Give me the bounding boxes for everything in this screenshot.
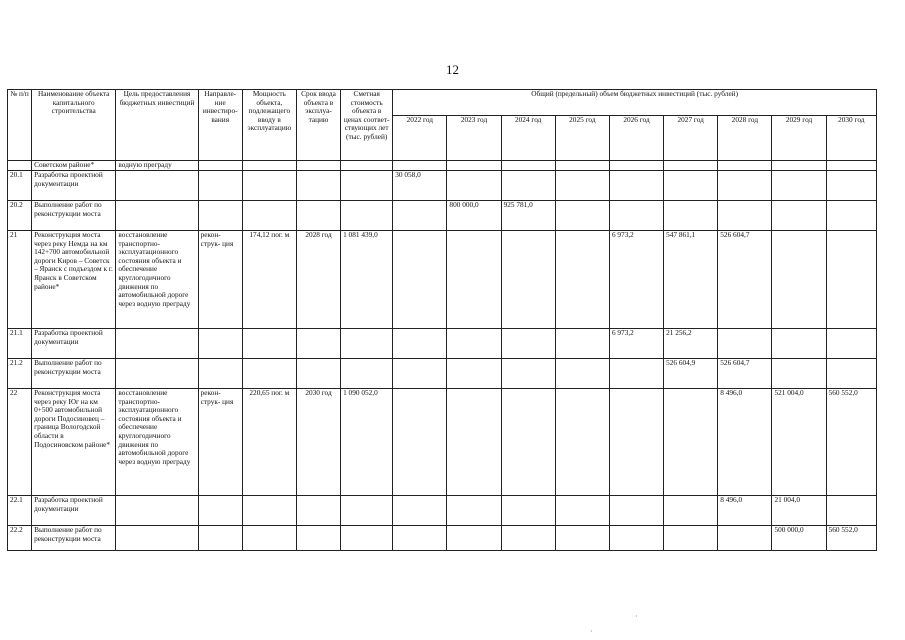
year-value-cell	[447, 496, 501, 526]
year-value-cell	[609, 526, 663, 551]
year-header: 2029 год	[772, 116, 826, 161]
row-name: Выполнение работ по реконструкции моста	[32, 201, 116, 231]
row-name: Выполнение работ по реконструкции моста	[32, 359, 116, 389]
year-value-cell	[393, 359, 447, 389]
row-num: 20.1	[8, 171, 32, 201]
row-capacity: 174,12 пог. м	[242, 231, 296, 329]
year-value-cell	[718, 329, 772, 359]
year-value-cell	[718, 171, 772, 201]
year-value-cell	[555, 329, 609, 359]
row-num: 22.1	[8, 496, 32, 526]
year-value-cell	[555, 359, 609, 389]
row-goal	[116, 201, 198, 231]
row-term	[296, 496, 340, 526]
year-value-cell	[447, 231, 501, 329]
year-value-cell: 526 604,7	[718, 231, 772, 329]
row-goal	[116, 171, 198, 201]
row-goal	[116, 329, 198, 359]
year-value-cell	[447, 161, 501, 171]
row-direction: рекон- струк- ция	[198, 389, 242, 496]
table-row	[8, 231, 877, 329]
row-capacity	[242, 359, 296, 389]
year-value-cell	[609, 359, 663, 389]
row-cost	[341, 526, 393, 551]
year-value-cell	[555, 526, 609, 551]
year-value-cell	[555, 171, 609, 201]
header-direction: Направле- ние инвестиро- вания	[198, 90, 242, 161]
year-value-cell	[772, 171, 826, 201]
row-goal	[116, 526, 198, 551]
year-value-cell	[772, 359, 826, 389]
year-value-cell: 526 604,7	[718, 359, 772, 389]
row-goal: водную преграду	[116, 161, 198, 171]
row-term: 2030 год	[296, 389, 340, 496]
year-value-cell: 925 781,0	[501, 201, 555, 231]
header-total: Общий (предельный) объем бюджетных инвестиций (тыс. рублей)	[393, 90, 877, 116]
header-cost: Сметная стоимость объекта в ценах соответ- ствующих лет (тыс. рублей)	[341, 90, 393, 161]
table-row	[8, 496, 877, 526]
year-value-cell	[772, 231, 826, 329]
row-cost: 1 081 439,0	[341, 231, 393, 329]
row-direction	[198, 496, 242, 526]
year-value-cell	[664, 161, 718, 171]
header-capacity: Мощность объекта, подлежащего вводу в эксплуатацию	[242, 90, 296, 161]
year-value-cell	[501, 329, 555, 359]
year-value-cell	[501, 171, 555, 201]
row-name: Реконструкция моста через реку Юг на км 0+500 автомобильной дороги Подосиновец – граница Вологодской области в Подосиновском районе*	[32, 389, 116, 496]
scan-mark: ·	[590, 627, 593, 636]
year-value-cell	[826, 496, 876, 526]
year-value-cell	[718, 161, 772, 171]
year-value-cell	[555, 201, 609, 231]
year-value-cell	[555, 389, 609, 496]
year-value-cell	[664, 496, 718, 526]
year-header: 2028 год	[718, 116, 772, 161]
year-value-cell	[501, 496, 555, 526]
scan-mark: ·	[635, 612, 638, 621]
year-value-cell: 21 004,0	[772, 496, 826, 526]
year-value-cell	[772, 161, 826, 171]
row-goal: восстановление транспортно-эксплуатационного состояния объекта и обеспечение круглогодичного движения по автомобильной дороге через водную преграду	[116, 389, 198, 496]
row-num: 21	[8, 231, 32, 329]
investment-table	[7, 89, 877, 551]
row-name: Советском районе*	[32, 161, 116, 171]
row-capacity	[242, 171, 296, 201]
year-value-cell	[826, 231, 876, 329]
year-value-cell	[447, 526, 501, 551]
row-capacity	[242, 329, 296, 359]
row-cost	[341, 496, 393, 526]
row-num: 21.2	[8, 359, 32, 389]
year-value-cell: 8 496,0	[718, 389, 772, 496]
row-goal: восстановление транспортно-эксплуатационного состояния объекта и обеспечение круглогодичного движения по автомобильной дороге через водную преграду	[116, 231, 198, 329]
year-value-cell: 560 552,0	[826, 389, 876, 496]
year-value-cell	[772, 329, 826, 359]
table-row	[8, 359, 877, 389]
row-capacity	[242, 496, 296, 526]
row-cost: 1 090 052,0	[341, 389, 393, 496]
row-direction: рекон- струк- ция	[198, 231, 242, 329]
header-term: Срок ввода объекта в эксплуа- тацию	[296, 90, 340, 161]
year-header: 2030 год	[826, 116, 876, 161]
year-value-cell	[393, 496, 447, 526]
year-value-cell	[447, 359, 501, 389]
year-header: 2027 год	[664, 116, 718, 161]
row-direction	[198, 201, 242, 231]
row-num: 22	[8, 389, 32, 496]
year-value-cell: 6 973,2	[609, 231, 663, 329]
row-name: Выполнение работ по реконструкции моста	[32, 526, 116, 551]
year-value-cell	[772, 201, 826, 231]
year-value-cell	[609, 171, 663, 201]
year-value-cell	[609, 389, 663, 496]
year-value-cell	[393, 231, 447, 329]
row-capacity	[242, 201, 296, 231]
year-value-cell	[664, 389, 718, 496]
table-row	[8, 161, 877, 171]
row-term	[296, 526, 340, 551]
row-num: 21.1	[8, 329, 32, 359]
row-cost	[341, 329, 393, 359]
year-value-cell	[393, 389, 447, 496]
row-goal	[116, 496, 198, 526]
year-header: 2026 год	[609, 116, 663, 161]
table-row	[8, 389, 877, 496]
year-value-cell: 6 973,2	[609, 329, 663, 359]
row-cost	[341, 171, 393, 201]
year-value-cell	[664, 526, 718, 551]
year-header: 2023 год	[447, 116, 501, 161]
row-goal	[116, 359, 198, 389]
row-cost	[341, 359, 393, 389]
year-value-cell	[826, 171, 876, 201]
row-direction	[198, 359, 242, 389]
row-cost	[341, 161, 393, 171]
year-value-cell	[664, 171, 718, 201]
year-value-cell: 21 256,2	[664, 329, 718, 359]
year-value-cell	[718, 526, 772, 551]
table-header	[8, 90, 877, 161]
row-term	[296, 329, 340, 359]
year-value-cell: 526 604,9	[664, 359, 718, 389]
year-value-cell	[609, 161, 663, 171]
year-value-cell	[501, 231, 555, 329]
year-value-cell	[501, 389, 555, 496]
year-value-cell	[826, 201, 876, 231]
year-value-cell: 8 496,0	[718, 496, 772, 526]
row-num: 22.2	[8, 526, 32, 551]
year-value-cell	[393, 329, 447, 359]
row-num	[8, 161, 32, 171]
year-value-cell: 800 000,0	[447, 201, 501, 231]
year-header: 2024 год	[501, 116, 555, 161]
row-cost	[341, 201, 393, 231]
row-capacity	[242, 161, 296, 171]
table-row	[8, 526, 877, 551]
year-value-cell	[393, 161, 447, 171]
year-header: 2022 год	[393, 116, 447, 161]
row-num: 20.2	[8, 201, 32, 231]
year-value-cell	[447, 171, 501, 201]
year-value-cell: 560 552,0	[826, 526, 876, 551]
year-value-cell	[826, 329, 876, 359]
year-value-cell	[555, 161, 609, 171]
row-term	[296, 161, 340, 171]
row-name: Реконструкция моста через реку Немда на км 142+700 автомобильной дороги Киров – Советск – Яранск с подъездом к г. Яранск в Советском районе*	[32, 231, 116, 329]
row-name: Разработка проектной документации	[32, 171, 116, 201]
year-value-cell: 547 861,1	[664, 231, 718, 329]
row-direction	[198, 526, 242, 551]
row-capacity: 220,65 пог. м	[242, 389, 296, 496]
row-name: Разработка проектной документации	[32, 329, 116, 359]
year-value-cell	[555, 496, 609, 526]
year-value-cell: 30 058,0	[393, 171, 447, 201]
row-direction	[198, 161, 242, 171]
table-body	[8, 161, 877, 551]
row-term: 2028 год	[296, 231, 340, 329]
year-value-cell	[609, 496, 663, 526]
row-capacity	[242, 526, 296, 551]
table-row	[8, 171, 877, 201]
year-value-cell	[555, 231, 609, 329]
year-value-cell	[664, 201, 718, 231]
year-value-cell	[501, 161, 555, 171]
header-goal: Цель предоставления бюджетных инвестиций	[116, 90, 198, 161]
year-value-cell: 500 000,0	[772, 526, 826, 551]
row-term	[296, 359, 340, 389]
year-value-cell: 521 004,0	[772, 389, 826, 496]
year-value-cell	[447, 389, 501, 496]
year-value-cell	[393, 526, 447, 551]
header-num: № п/п	[8, 90, 32, 161]
year-value-cell	[826, 359, 876, 389]
year-header: 2025 год	[555, 116, 609, 161]
year-value-cell	[718, 201, 772, 231]
year-value-cell	[609, 201, 663, 231]
row-direction	[198, 171, 242, 201]
year-value-cell	[501, 526, 555, 551]
year-value-cell	[501, 359, 555, 389]
page-number: 12	[446, 62, 459, 77]
year-value-cell	[447, 329, 501, 359]
year-value-cell	[393, 201, 447, 231]
table-row	[8, 329, 877, 359]
row-name: Разработка проектной документации	[32, 496, 116, 526]
row-term	[296, 201, 340, 231]
row-direction	[198, 329, 242, 359]
table-row	[8, 201, 877, 231]
year-value-cell	[826, 161, 876, 171]
row-term	[296, 171, 340, 201]
header-name: Наименование объекта капитального строительства	[32, 90, 116, 161]
